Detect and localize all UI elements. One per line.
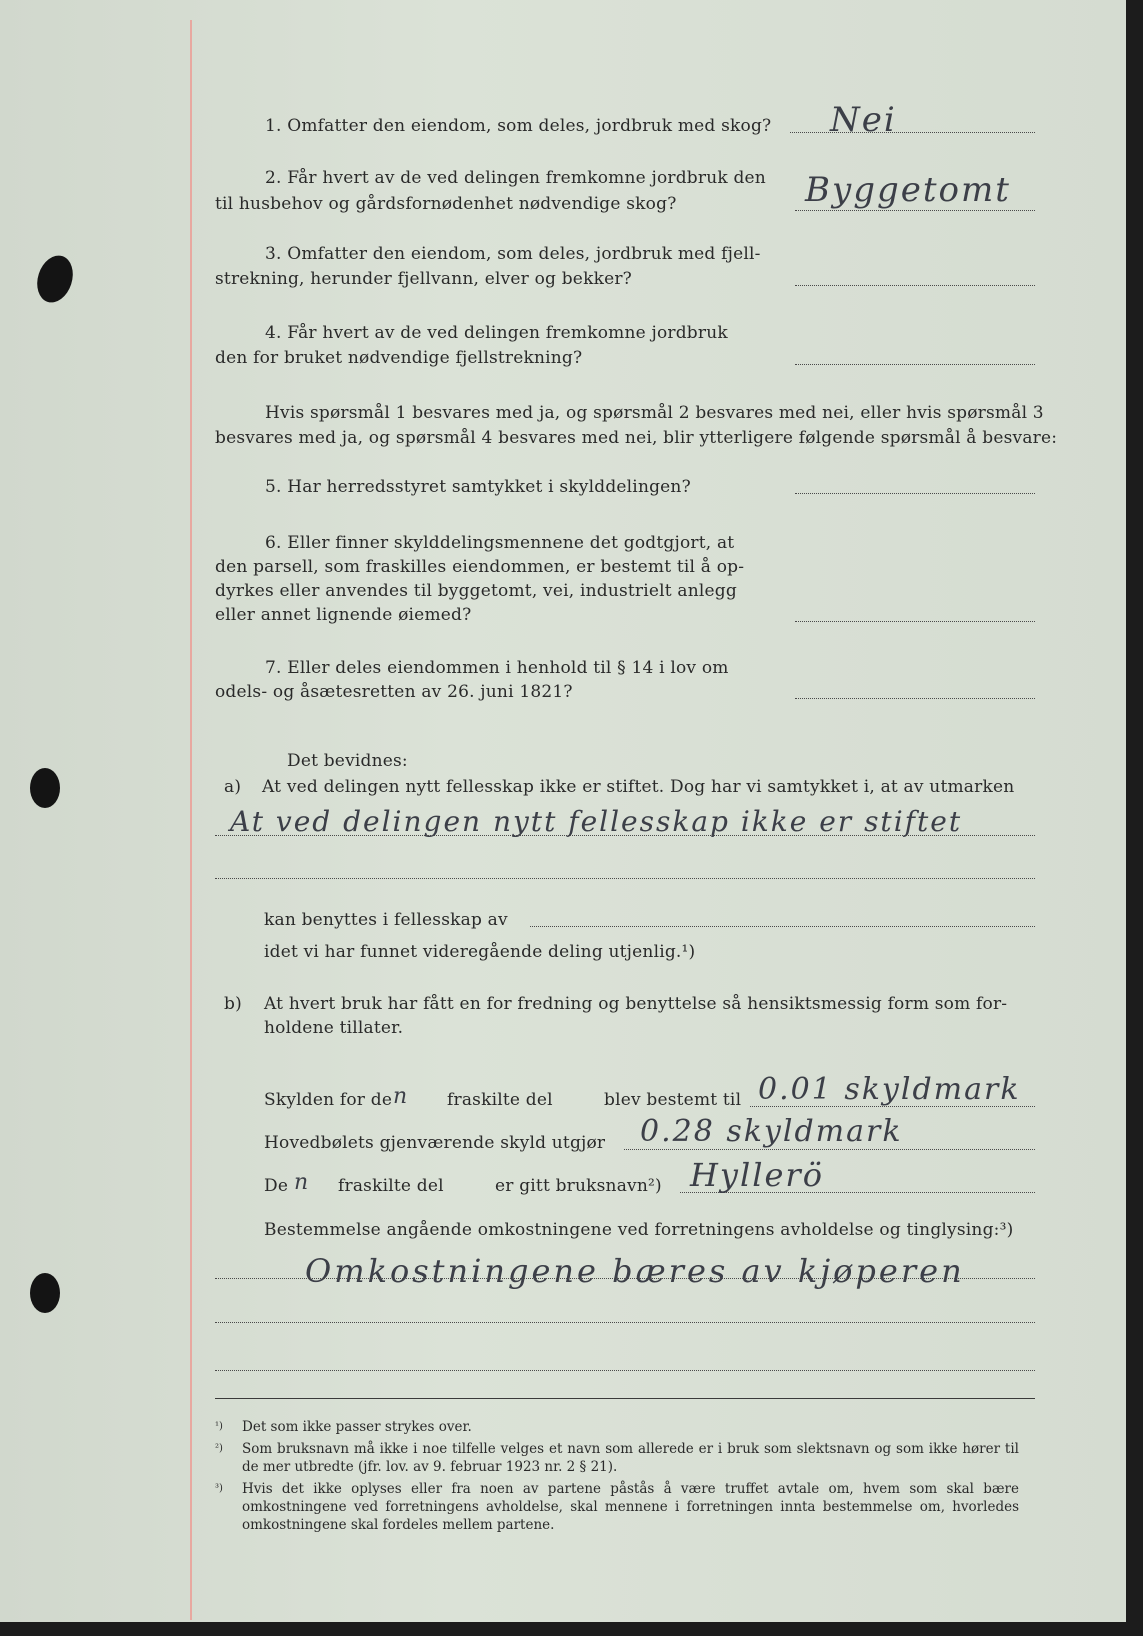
answer-line bbox=[530, 926, 1035, 927]
conditional-line1: Hvis spørsmål 1 besvares med ja, og spørsmål 2 besvares med nei, eller hvis spørsmål 3 bbox=[265, 403, 1044, 423]
answer-line bbox=[790, 132, 1035, 133]
skyld-prefix: Skylden for de bbox=[264, 1090, 393, 1110]
answer-line bbox=[795, 364, 1035, 365]
den-prefix: De bbox=[264, 1176, 289, 1196]
answer-line bbox=[795, 698, 1035, 699]
question-7-line1: 7. Eller deles eiendommen i henhold til § 14 i lov om bbox=[265, 658, 729, 678]
question-6-line3: dyrkes eller anvendes til byggetomt, vei, industrielt anlegg bbox=[215, 581, 737, 601]
footnote-divider bbox=[215, 1398, 1035, 1399]
certification-heading: Det bevidnes: bbox=[287, 751, 408, 771]
item-a-text: At ved delingen nytt fellesskap ikke er stiftet. Dog har vi samtykket i, at av utmarken bbox=[262, 777, 1015, 797]
question-3-line2: strekning, herunder fjellvann, elver og bekker? bbox=[215, 269, 632, 289]
question-6-line2: den parsell, som fraskilles eiendommen, er bestemt til å op- bbox=[215, 557, 745, 577]
item-b-line1: At hvert bruk har fått en for fredning og benyttelse så hensiktsmessig form som for- bbox=[264, 994, 1008, 1014]
footnote-text: Som bruksnavn må ikke i noe tilfelle velges et navn som allerede er i bruk som slektsnavn og som ikke hører til de mer utbredte (jfr. lov. av 9. februar 1923 nr. 2 § 21). bbox=[242, 1441, 1019, 1475]
answer-line bbox=[795, 621, 1035, 622]
answer-2-handwritten: Byggetomt bbox=[805, 170, 1011, 210]
footnote-number: ¹) bbox=[215, 1421, 223, 1432]
question-2-line2: til husbehov og gårdsfornødenhet nødvendige skog? bbox=[215, 194, 677, 214]
footnote-1 bbox=[215, 1418, 1020, 1436]
item-b-label: b) bbox=[224, 994, 242, 1014]
answer-1-handwritten: Nei bbox=[830, 100, 897, 140]
hoved-value-handwritten: 0.28 skyldmark bbox=[640, 1114, 903, 1149]
item-a-handwritten: At ved delingen nytt fellesskap ikke er stiftet bbox=[230, 805, 963, 838]
question-5: 5. Har herredsstyret samtykket i skylddelingen? bbox=[265, 477, 691, 497]
answer-line bbox=[215, 1370, 1035, 1371]
den-middle: fraskilte del bbox=[338, 1176, 444, 1196]
question-4-line2: den for bruket nødvendige fjellstrekning? bbox=[215, 348, 583, 368]
conditional-line2: besvares med ja, og spørsmål 4 besvares med nei, blir ytterligere følgende spørsmål å besvare: bbox=[215, 428, 1058, 448]
answer-line bbox=[215, 1278, 1035, 1279]
answer-line bbox=[215, 835, 1035, 836]
den-prefix-handwritten: n bbox=[294, 1170, 309, 1195]
footnote-text: Hvis det ikke oplyses eller fra noen av partene påstås å være truffet avtale om, hvem som skal bære omkostningene ved forretningens avholdelse, skal mennene i forretningen innta bestemmelse om, hvorledes omkostningene skal fordeles mellem partene. bbox=[242, 1481, 1019, 1533]
skyld-prefix-handwritten: n bbox=[393, 1084, 408, 1109]
answer-line bbox=[215, 878, 1035, 879]
punch-hole bbox=[30, 1273, 60, 1313]
den-suffix: er gitt bruksnavn²) bbox=[495, 1176, 662, 1196]
punch-hole bbox=[31, 251, 78, 307]
footnote-number: ²) bbox=[215, 1443, 223, 1454]
answer-line bbox=[795, 493, 1035, 494]
footnote-number: ³) bbox=[215, 1483, 223, 1494]
hoved-label: Hovedbølets gjenværende skyld utgjør bbox=[264, 1133, 606, 1153]
answer-line bbox=[795, 285, 1035, 286]
question-1: 1. Omfatter den eiendom, som deles, jordbruk med skog? bbox=[265, 116, 772, 136]
answer-line bbox=[624, 1149, 1035, 1150]
answer-line bbox=[795, 210, 1035, 211]
item-b-line2: holdene tillater. bbox=[264, 1018, 404, 1038]
margin-rule bbox=[190, 20, 192, 1620]
answer-line bbox=[215, 1322, 1035, 1323]
question-3-line1: 3. Omfatter den eiendom, som deles, jordbruk med fjell- bbox=[265, 244, 761, 264]
question-6-line1: 6. Eller finner skylddelingsmennene det godtgjort, at bbox=[265, 533, 735, 553]
cost-value-handwritten: Omkostningene bæres av kjøperen bbox=[305, 1252, 965, 1290]
cost-label: Bestemmelse angående omkostningene ved forretningens avholdelse og tinglysing:³) bbox=[264, 1220, 1014, 1240]
shared-label: kan benyttes i fellesskap av bbox=[264, 910, 508, 930]
skyld-middle: fraskilte del bbox=[447, 1090, 553, 1110]
footnote-2 bbox=[215, 1440, 1020, 1480]
question-6-line4: eller annet lignende øiemed? bbox=[215, 605, 472, 625]
punch-hole bbox=[30, 768, 60, 808]
footnote-3 bbox=[215, 1480, 1020, 1540]
question-7-line2: odels- og åsætesretten av 26. juni 1821? bbox=[215, 682, 573, 702]
bruksnavn-handwritten: Hyllerö bbox=[690, 1156, 824, 1194]
skyld-value-handwritten: 0.01 skyldmark bbox=[758, 1072, 1021, 1107]
footnote-text: Det som ikke passer strykes over. bbox=[242, 1419, 472, 1435]
item-a-label: a) bbox=[224, 777, 242, 797]
question-2-line1: 2. Får hvert av de ved delingen fremkomne jordbruk den bbox=[265, 168, 766, 188]
skyld-suffix: blev bestemt til bbox=[604, 1090, 742, 1110]
question-4-line1: 4. Får hvert av de ved delingen fremkomne jordbruk bbox=[265, 323, 728, 343]
shared-text: idet vi har funnet videregående deling utjenlig.¹) bbox=[264, 942, 696, 962]
